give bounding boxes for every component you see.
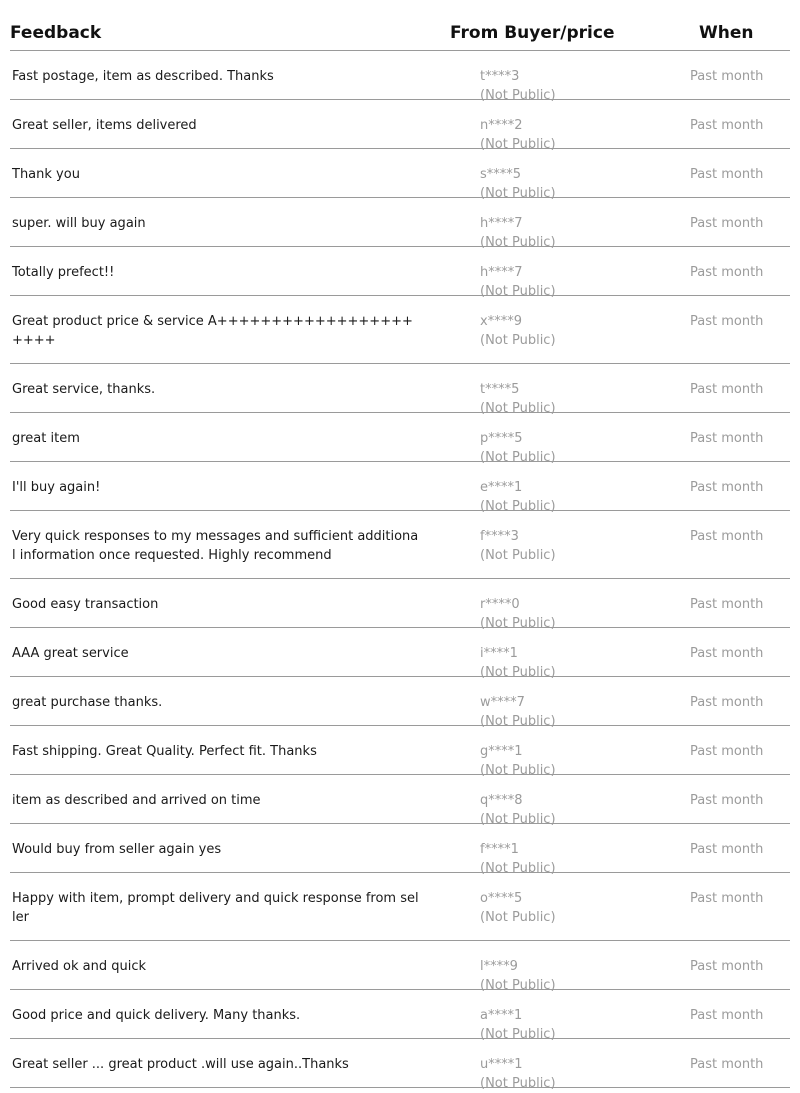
feedback-comment: Totally prefect!! [12,265,115,280]
buyer-visibility: (Not Public) [480,284,556,299]
buyer-cell [480,1055,556,1093]
table-row [10,413,790,465]
buyer-id: f****1 [480,842,519,857]
buyer-id: g****1 [480,744,523,759]
table-row [10,1039,790,1091]
table-row [10,579,790,631]
table-row [10,726,790,778]
table-row [10,677,790,729]
feedback-comment: Fast shipping. Great Quality. Perfect fit. Thanks [12,744,317,759]
feedback-when: Past month [690,744,764,759]
buyer-id: h****7 [480,216,523,231]
buyer-id: u****1 [480,1057,523,1072]
buyer-id: i****1 [480,646,518,661]
table-row [10,941,790,993]
table-row [10,247,790,299]
buyer-visibility: (Not Public) [480,88,556,103]
buyer-id: o****5 [480,891,523,906]
buyer-visibility: (Not Public) [480,861,556,876]
feedback-when: Past month [690,118,764,133]
feedback-when: Past month [690,891,764,906]
feedback-when: Past month [690,382,764,397]
buyer-cell [480,312,556,350]
buyer-visibility: (Not Public) [480,333,556,348]
feedback-when: Past month [690,431,764,446]
table-row [10,628,790,680]
feedback-comment: Good price and quick delivery. Many thanks. [12,1008,301,1023]
feedback-comment: Great product price & service A++++++++++++++++++++++ [12,314,413,348]
table-row [10,149,790,201]
buyer-visibility: (Not Public) [480,137,556,152]
feedback-when: Past month [690,265,764,280]
table-row [10,873,790,941]
buyer-visibility: (Not Public) [480,450,556,465]
buyer-id: r****0 [480,597,520,612]
feedback-comment: item as described and arrived on time [12,793,261,808]
feedback-comment: great item [12,431,80,446]
buyer-id: s****5 [480,167,522,182]
feedback-when: Past month [690,646,764,661]
table-row [10,51,790,103]
buyer-visibility: (Not Public) [480,1027,556,1042]
buyer-visibility: (Not Public) [480,665,556,680]
feedback-when: Past month [690,842,764,857]
table-row [10,364,790,416]
buyer-id: n****2 [480,118,523,133]
feedback-when: Past month [690,69,764,84]
table-header [10,0,790,51]
table-row [10,775,790,827]
feedback-comment: Good easy transaction [12,597,159,612]
feedback-comment: Great seller, items delivered [12,118,197,133]
header-from-buyer-price: From Buyer/price [450,23,615,43]
table-row [10,296,790,364]
buyer-id: h****7 [480,265,523,280]
feedback-when: Past month [690,1057,764,1072]
buyer-cell [480,889,556,927]
buyer-id: t****3 [480,69,520,84]
buyer-id: a****1 [480,1008,523,1023]
feedback-when: Past month [690,529,764,544]
buyer-id: p****5 [480,431,523,446]
table-row [10,198,790,250]
table-row [10,100,790,152]
feedback-comment: Very quick responses to my messages and sufficient additional information once requested. Highly recommend [12,529,419,563]
feedback-when: Past month [690,695,764,710]
table-row [10,990,790,1042]
buyer-visibility: (Not Public) [480,812,556,827]
buyer-id: f****3 [480,529,519,544]
buyer-visibility: (Not Public) [480,978,556,993]
feedback-when: Past month [690,314,764,329]
feedback-comment: super. will buy again [12,216,146,231]
table-row [10,511,790,579]
feedback-comment: Happy with item, prompt delivery and quick response from seller [12,891,419,925]
feedback-comment: Arrived ok and quick [12,959,147,974]
buyer-visibility: (Not Public) [480,235,556,250]
buyer-id: x****9 [480,314,522,329]
feedback-comment: Great service, thanks. [12,382,156,397]
feedback-table [10,0,790,1091]
buyer-visibility: (Not Public) [480,714,556,729]
table-row [10,824,790,876]
buyer-visibility: (Not Public) [480,499,556,514]
buyer-visibility: (Not Public) [480,763,556,778]
table-row [10,462,790,514]
buyer-id: e****1 [480,480,523,495]
buyer-visibility: (Not Public) [480,548,556,563]
feedback-comment: AAA great service [12,646,129,661]
feedback-when: Past month [690,959,764,974]
header-when: When [699,23,754,43]
buyer-visibility: (Not Public) [480,616,556,631]
feedback-when: Past month [690,597,764,612]
feedback-comment: I'll buy again! [12,480,101,495]
feedback-comment: Would buy from seller again yes [12,842,222,857]
buyer-visibility: (Not Public) [480,401,556,416]
buyer-visibility: (Not Public) [480,910,556,925]
buyer-id: q****8 [480,793,523,808]
feedback-when: Past month [690,167,764,182]
feedback-comment: Great seller ... great product .will use again..Thanks [12,1057,349,1072]
buyer-cell [480,527,556,565]
buyer-id: t****5 [480,382,520,397]
feedback-when: Past month [690,1008,764,1023]
feedback-comment: Fast postage, item as described. Thanks [12,69,274,84]
buyer-visibility: (Not Public) [480,186,556,201]
feedback-when: Past month [690,793,764,808]
buyer-id: w****7 [480,695,525,710]
buyer-visibility: (Not Public) [480,1076,556,1091]
buyer-id: l****9 [480,959,518,974]
header-feedback: Feedback [10,23,102,43]
feedback-when: Past month [690,216,764,231]
feedback-comment: great purchase thanks. [12,695,163,710]
feedback-when: Past month [690,480,764,495]
feedback-comment: Thank you [12,167,80,182]
